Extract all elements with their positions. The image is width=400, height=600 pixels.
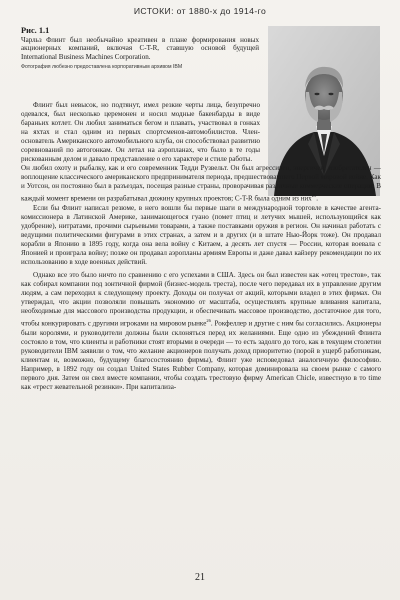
paragraph-2: Если бы Флинт написал резюме, в него вошли бы первые шаги в международной торговле в качестве агента-комиссионера в Латинской Америке, занимающегося гуано (помет птиц и летучих мышей, использующийся как удобрение), нитратами, прочими сырьевыми товарами, а также поставками оружия в регион. Он начинал работать с ведущими политическими фигурами в этих странах, а затем и в других (и в штате Нью-Йорк тоже). Он продавал корабли в Японию в 1895 году, когда она вела войну с Китаем, а десять лет спустя — России, которая воевала с Японией и проиграла войну; позже он продавал аэропланы армиям Европы и даже давал кайзеру рекомендации по их использованию в ходе военных действий. <box>21 203 381 267</box>
footnote-ref-25: 25 <box>311 193 317 199</box>
paragraph-3-rest: . Рокфеллер и другие с ним бы согласились. Акционеры были королями, и руководители должны были склоняться перед их желаниями. Еще одно из убеждений Флинта состояло в том, что клиенты и работники стоят вторыми в очереди — то есть задолго до того, как в текущем столетии руководители IBM заявили о том, что желание акционеров получать доход приоритетно (порой в ущерб работникам, клиентам и, возможно, будущему благосостоянию фирмы), Флинт уже исповедовал аналогичную философию. Например, в 1892 году он создал United States Rubber Company, которая доминировала на своем рынке с самого первого дня. Затем он свел вместе компании, чтобы создать трестовую фирму American Chicle, известную в то time как «трест жевательной резинки». При капитализа- <box>21 319 381 392</box>
body-text <box>21 101 381 392</box>
photo-credit: Фотография любезно предоставлена корпоративным архивом IBM <box>21 63 183 70</box>
paragraph-1-narrow: Флинт был невысок, но подтянут, имел резкие черты лица, безупречно одевался, был несколько церемонен и носил модные бакенбарды в виде бараньих котлет. Он любил заниматься бегом и плавать, участвовал в гонках на яхтах и стал одним из первых спортсменов-автомобилистов. Член-основатель Американского автомобильного клуба, он способствовал развитию соревнований по автогонкам. Он летал на аэропланах, что было в те годы рискованным делом и давало представление о его характере и стиле работы. <box>21 101 260 164</box>
paragraph-3-start: Однако все это было ничто по сравнению с его успехами в США. Здесь он был известен как «отец трестов», так как собирал компании под зонтичной фирмой (бизнес-модель треста), после чего передавал их в управление другим людям, а сам переходил к следующему проекту. Доходы он получал от акций, которыми владел в этих фирмах. Он утверждал, что акции позволяли повышать экономию от масштаба, осуществлять крупные вливания капитала, необходимые для массового производства продукции, и обеспечивать массовое производство, достаточное для того, чтобы конкурировать с другими игроками на мировом рынке <box>21 271 381 328</box>
paragraph-3 <box>21 271 381 392</box>
running-head: ИСТОКИ: от 1880-х до 1914-го <box>133 6 267 16</box>
paragraph-1-continued: Он любил охоту и рыбалку, как и его современник Тедди Рузвельт. Он был агрессивен, энергичен, изобретателен — воплощение классического американского предпринимателя периода, предшествовавшего Первой мировой войне. Как и Уотсон, он постоянно был в разъездах, посещая разные страны, проворачивая различные коммерческие операции. В каждый момент времени он разрабатывал дюжину крупных проектов; C-T-R была одним из них$^{25}$. <box>21 164 381 203</box>
figure-label: Рис. 1.1 <box>21 26 50 35</box>
figure-caption-block <box>21 26 259 70</box>
footnote-ref-26: 26 <box>206 318 211 324</box>
paragraph-1-rest: Он любил охоту и рыбалку, как и его современник Тедди Рузвельт. Он был агрессивен, энергичен, изобретателен — воплощение классического американского предпринимателя периода, предшествовавшего Первой мировой войне. Как и Уотсон, он постоянно был в разъездах, посещая разные страны, проворачивая различные коммерческие операции. В каждый момент времени он разрабатывал дюжину крупных проектов; C-T-R была одним из них <box>21 164 381 203</box>
page-number: 21 <box>195 572 205 583</box>
figure-caption: Чарльз Флинт был необычайно креативен в плане формирования новых акционерных компаний, включая C-T-R, ставшую основой будущей International Business Machines Corporation. <box>21 36 259 61</box>
